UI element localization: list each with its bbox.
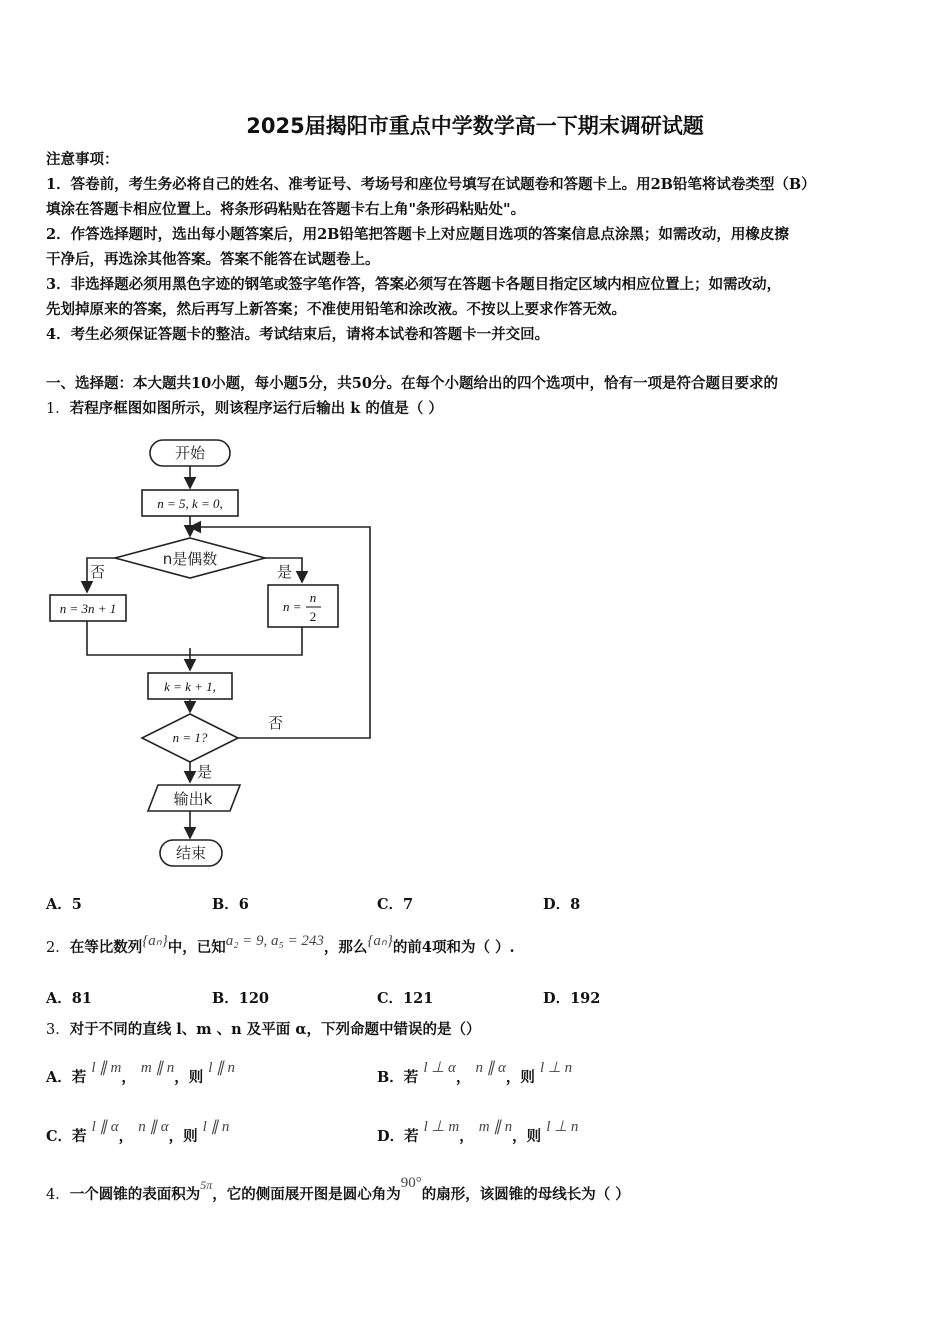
q3-option-c: C．若 l ∥ α， n ∥ α，则 l ∥ n — [46, 1119, 230, 1145]
q3-option-b: B．若 l ⊥ α， n ∥ α，则 l ⊥ n — [377, 1060, 573, 1086]
premise-1: l ⊥ α — [423, 1060, 456, 1076]
surface-area: 5π — [200, 1178, 213, 1192]
central-angle: 90° — [400, 1175, 422, 1191]
conclusion: l ⊥ n — [539, 1060, 573, 1076]
option-then: ，则 — [505, 1069, 535, 1086]
question-1 — [46, 399, 443, 419]
notice-line: 填涂在答题卡相应位置上。将条形码粘贴在答题卡右上角"条形码粘贴处"。 — [46, 201, 526, 218]
conclusion: l ∥ n — [208, 1060, 235, 1076]
flow-no-label-2: 否 — [268, 714, 284, 732]
q1-option-b: B．6 — [212, 896, 249, 913]
flow-init-label: n = 5, k = 0, — [157, 496, 223, 511]
notice-heading: 注意事项： — [46, 151, 119, 168]
flow-even-node — [268, 585, 338, 627]
flow-even-left: n = — [283, 599, 302, 614]
notice-line: 先划掉原来的答案，然后再写上新答案；不准使用铅笔和涂改液。不按以上要求作答无效。 — [46, 301, 626, 318]
sequence-symbol: {aₙ} — [142, 933, 168, 949]
flow-output-label: 输出k — [173, 790, 213, 808]
premise-1: l ⊥ m — [423, 1119, 460, 1135]
q2-option-d: D．192 — [543, 990, 601, 1007]
question-4 — [46, 1175, 630, 1205]
flow-yes-label-2: 是 — [197, 763, 213, 781]
q3-option-d: D．若 l ⊥ m， m ∥ n，则 l ⊥ n — [377, 1119, 579, 1145]
flowchart — [40, 430, 400, 880]
premise-1: l ∥ m — [91, 1060, 122, 1076]
option-then: ，则 — [168, 1128, 198, 1145]
notice-line: 4．考生必须保证答题卡的整洁。考试结束后，请将本试卷和答题卡一并交回。 — [46, 326, 550, 343]
question-stem-part: 一个圆锥的表面积为 — [69, 1186, 201, 1203]
question-stem-part: 的前4项和为（ ）. — [392, 939, 515, 956]
flow-start-label: 开始 — [174, 444, 206, 462]
question-stem-part: 在等比数列 — [69, 939, 143, 956]
q2-option-c: C．121 — [377, 990, 434, 1007]
question-3 — [46, 1020, 480, 1040]
question-stem-part: 的扇形，该圆锥的母线长为（ ） — [421, 1186, 630, 1203]
conclusion: l ⊥ n — [546, 1119, 579, 1135]
question-stem: 若程序框图如图所示，则该程序运行后输出 k 的值是（ ） — [69, 400, 443, 417]
notice-line: 3．非选择题必须用黑色字迹的钢笔或签字笔作答，答案必须写在答题卡各题目指定区域内相应位置上；如需改动， — [46, 276, 782, 293]
question-number: 2． — [46, 940, 70, 956]
question-2 — [46, 933, 515, 958]
notice-line: 1．答卷前，考生务必将自己的姓名、准考证号、考场号和座位号填写在试题卷和答题卡上。用2B铅笔将试卷类型（B） — [46, 176, 816, 193]
flow-cond-one-label: n = 1? — [172, 730, 208, 745]
q1-option-c: C．7 — [377, 896, 414, 913]
option-then: ，则 — [512, 1128, 542, 1145]
question-number: 3． — [46, 1022, 70, 1038]
q1-option-a: A．5 — [46, 896, 82, 913]
q3-option-a: A．若 l ∥ m， m ∥ n，则 l ∥ n — [46, 1060, 235, 1086]
flow-cond-even-label: n是偶数 — [162, 550, 218, 568]
flow-even-denominator: 2 — [309, 609, 317, 624]
question-stem: 对于不同的直线 l、m 、n 及平面 α，下列命题中错误的是（） — [69, 1021, 481, 1038]
flow-odd-label: n = 3n + 1 — [59, 601, 117, 616]
premise-1: l ∥ α — [91, 1119, 119, 1135]
flow-even-numerator: n — [309, 590, 317, 605]
option-label: B．若 — [377, 1069, 419, 1086]
q1-option-d: D．8 — [543, 896, 581, 913]
question-number: 1． — [46, 401, 70, 417]
flow-yes-label: 是 — [277, 563, 293, 581]
notice-line: 干净后，再选涂其他答案。答案不能答在试题卷上。 — [46, 251, 380, 268]
premise-2: m ∥ n — [140, 1060, 175, 1076]
q2-option-a: A．81 — [46, 990, 92, 1007]
premise-2: n ∥ α — [475, 1060, 506, 1076]
question-stem-part: 中，已知 — [167, 939, 226, 956]
option-then: ，则 — [174, 1069, 204, 1086]
option-label: D．若 — [377, 1128, 419, 1145]
question-number: 4． — [46, 1187, 70, 1203]
option-label: A．若 — [46, 1069, 87, 1086]
premise-2: n ∥ α — [138, 1119, 169, 1135]
flow-inc-label: k = k + 1, — [164, 679, 216, 694]
flow-no-label: 否 — [90, 563, 106, 581]
notice-line: 2．作答选择题时，选出每小题答案后，用2B铅笔把答题卡上对应题目选项的答案信息点涂黑；如需改动，用橡皮擦 — [46, 226, 789, 243]
question-stem-part: ，那么 — [323, 939, 368, 956]
question-stem-part: ，它的侧面展开图是圆心角为 — [212, 1186, 401, 1203]
flow-end-label: 结束 — [175, 844, 207, 862]
page-title: 2025届揭阳市重点中学数学高一下期末调研试题 — [246, 114, 704, 138]
sequence-symbol: {aₙ} — [367, 933, 393, 949]
q2-option-b: B．120 — [212, 990, 270, 1007]
given-condition: a₂ = 9, a₅ = 243 — [225, 933, 324, 949]
option-label: C．若 — [46, 1128, 87, 1145]
section-heading: 一、选择题：本大题共10小题，每小题5分，共50分。在每个小题给出的四个选项中，恰有一项是符合题目要求的 — [46, 375, 778, 392]
premise-2: m ∥ n — [478, 1119, 513, 1135]
conclusion: l ∥ n — [202, 1119, 230, 1135]
